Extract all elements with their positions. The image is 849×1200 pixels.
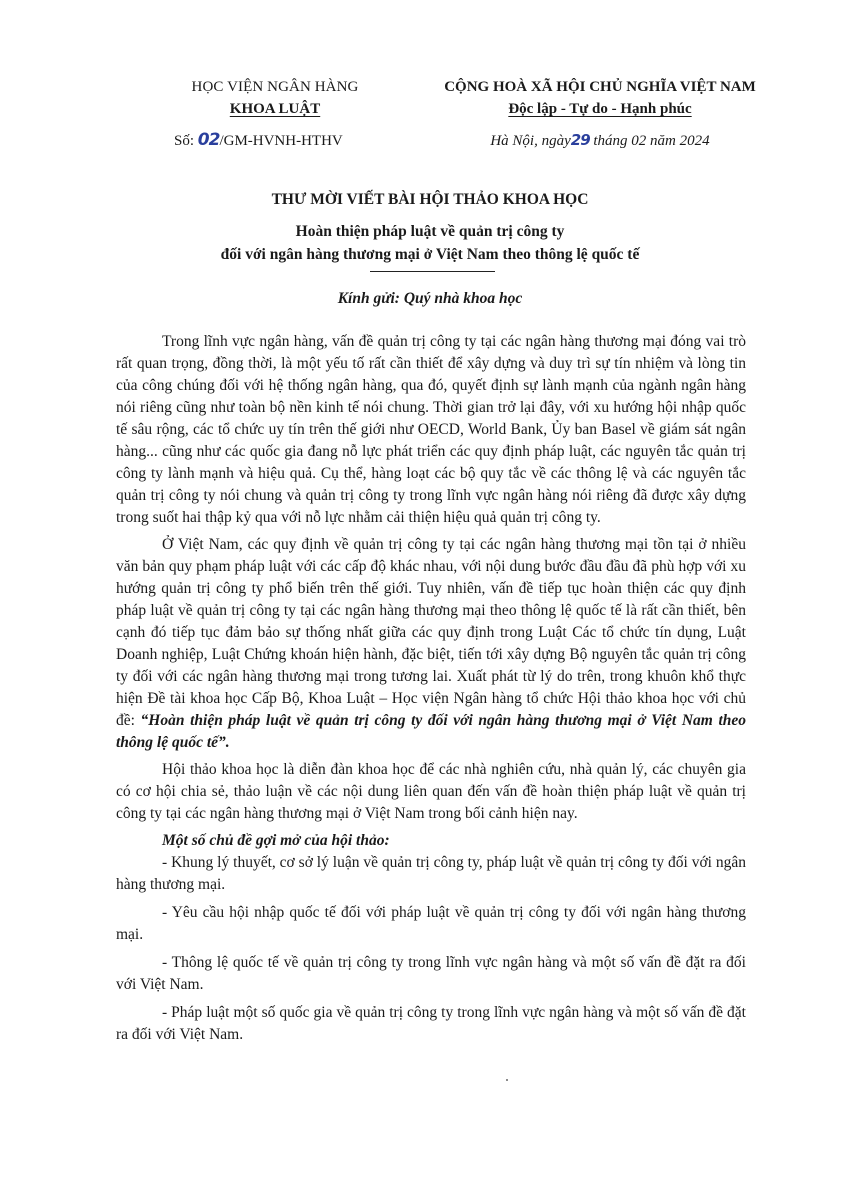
- paragraph-1: Trong lĩnh vực ngân hàng, vấn đề quản trị công ty tại các ngân hàng thương mại đóng vai trò rất quan trọng, đồng thời, là một yếu tố rất cần thiết để xây dựng và duy trì sự tín nhiệm và lòng tin của công chúng đối với hệ thống ngân hàng, qua đó, quyết định sự lành mạnh của ngành ngân hàng nói riêng cũng như toàn bộ nền kinh tế nói chung. Thời gian trở lại đây, với xu hướng hội nhập quốc tế sâu rộng, các tổ chức uy tín trên thế giới như OECD, World Bank, Ủy ban Basel về giám sát ngân hàng... cũng như các quốc gia đang nỗ lực phát triển các quy định pháp luật, các nguyên tắc quản trị công ty lành mạnh và hiệu quả. Cụ thể, hàng loạt các bộ quy tắc về các thông lệ và các nguyên tắc quản trị công ty nói chung và quản trị công ty trong lĩnh vực ngân hàng nói riêng đã được xây dựng trong suốt hai thập kỷ qua với nỗ lực nhằm cải thiện hiệu quả quản trị công ty.: [116, 333, 746, 526]
- conference-theme: “Hoàn thiện pháp luật về quản trị công ty đối với ngân hàng thương mại ở Việt Nam theo thông lệ quốc tế”.: [116, 712, 747, 751]
- place-date-suffix: tháng 02 năm 2024: [593, 133, 710, 149]
- topic-item: - Yêu cầu hội nhập quốc tế đối với pháp luật về quản trị công ty đối với ngân hàng thương mại.: [116, 904, 746, 943]
- document-number: [160, 129, 390, 152]
- paragraph-3: Hội thảo khoa học là diễn đàn khoa học để các nhà nghiên cứu, nhà quản lý, các chuyên gia có cơ hội chia sẻ, thảo luận về các nội dung liên quan đến vấn đề hoàn thiện pháp luật về quản trị công ty tại các ngân hàng thương mại ở Việt Nam trong bối cảnh hiện nay.: [116, 761, 746, 822]
- day-handwritten: 29: [570, 131, 590, 149]
- doc-no-prefix: Số:: [174, 133, 195, 149]
- topic-item: - Thông lệ quốc tế về quản trị công ty trong lĩnh vực ngân hàng và một số vấn đề đặt ra đối với Việt Nam.: [116, 954, 746, 993]
- title-divider: [370, 271, 495, 272]
- title-line-1: Hoàn thiện pháp luật về quản trị công ty: [295, 223, 565, 240]
- document-title: [130, 188, 730, 266]
- faculty-name: KHOA LUẬT: [229, 101, 321, 117]
- place-date-prefix: Hà Nội, ngày: [490, 133, 571, 149]
- place-and-date: [405, 129, 795, 152]
- doc-no-suffix: /GM-HVNH-HTHV: [219, 133, 343, 149]
- letter-body: [116, 331, 746, 1052]
- header-right: [405, 76, 795, 152]
- country-name: CỘNG HOÀ XÃ HỘI CHỦ NGHĨA VIỆT NAM: [444, 79, 756, 95]
- doc-no-handwritten: 02: [197, 130, 220, 150]
- paragraph-2: [116, 534, 746, 754]
- topic-item: - Khung lý thuyết, cơ sở lý luận về quản trị công ty, pháp luật về quản trị công ty đối với ngân hàng thương mại.: [116, 854, 746, 893]
- paragraph-2-text: Ở Việt Nam, các quy định về quản trị công ty tại các ngân hàng thương mại tồn tại ở nhiều văn bản quy phạm pháp luật với các cấp độ khác nhau, với nội dung bước đầu đầu đã phù hợp với xu hướng quản trị công ty phổ biến trên thế giới. Tuy nhiên, vấn đề tiếp tục hoàn thiện các quy định pháp luật về quản trị công ty tại các ngân hàng thương mại theo thông lệ quốc tế là rất cần thiết, bên cạnh đó tiếp tục đảm bảo sự thống nhất giữa các quy định trong Luật Các tổ chức tín dụng, Luật Doanh nghiệp, Luật Chứng khoán hiện hành, đặc biệt, tiến tới xây dựng Bộ nguyên tắc quản trị công ty đối với các ngân hàng thương mại trong tương lai. Xuất phát từ lý do trên, trong khuôn khổ thực hiện Đề tài khoa học Cấp Bộ, Khoa Luật – Học viện Ngân hàng tổ chức Hội thảo khoa học với chủ đề:: [116, 536, 746, 729]
- topics-heading: Một số chủ đề gợi mở của hội thảo:: [162, 832, 390, 849]
- greeting: Kính gửi: Quý nhà khoa học: [337, 290, 523, 307]
- institution-name: HỌC VIỆN NGÂN HÀNG: [191, 79, 359, 95]
- header-left: [160, 76, 390, 152]
- title-main: THƯ MỜI VIẾT BÀI HỘI THẢO KHOA HỌC: [271, 191, 589, 208]
- topic-item: - Pháp luật một số quốc gia về quản trị công ty trong lĩnh vực ngân hàng và một số vấn đề đặt ra đối với Việt Nam.: [116, 1004, 746, 1043]
- title-line-2: đối với ngân hàng thương mại ở Việt Nam theo thông lệ quốc tế: [220, 246, 640, 263]
- scan-speck: [506, 1079, 508, 1081]
- national-motto: Độc lập - Tự do - Hạnh phúc: [508, 101, 692, 117]
